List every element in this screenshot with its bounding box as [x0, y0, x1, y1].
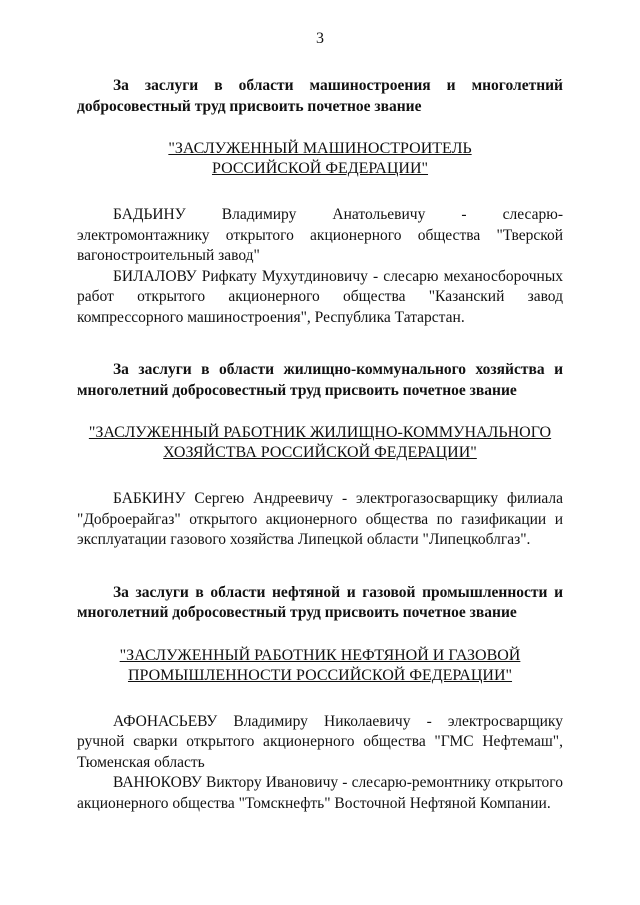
page-number: 3 [316, 30, 324, 47]
section-intro: За заслуги в области жилищно-коммунального хозяйства и многолетний добросовестный труд присвоить почетное звание [77, 361, 563, 399]
award-section-housing-utilities [77, 360, 563, 551]
award-title-line: ПРОМЫШЛЕННОСТИ РОССИЙСКОЙ ФЕДЕРАЦИИ" [127, 666, 513, 684]
award-title [77, 646, 563, 686]
award-section-machine-building [77, 76, 563, 328]
recipient-entry: БИЛАЛОВУ Рифкату Мухутдиновичу - слесарю механосборочных работ открытого акционерного общества "Казанский завод компрессорного машиностроения", Республика Татарстан. [77, 267, 563, 326]
recipient-entry: БАБКИНУ Сергею Андреевичу - электрогазосварщику филиала "Доброерайгаз" открытого акционерного общества по газификации и эксплуатации газового хозяйства Липецкой области "Липецкоблгаз". [77, 490, 563, 548]
section-intro: За заслуги в области нефтяной и газовой промышленности и многолетний добросовестный труд присвоить почетное звание [77, 583, 563, 621]
award-title-line: "ЗАСЛУЖЕННЫЙ РАБОТНИК ЖИЛИЩНО-КОММУНАЛЬНОГО [88, 424, 552, 441]
award-section-oil-gas [77, 583, 563, 815]
award-title [77, 139, 563, 179]
award-title-line: РОССИЙСКОЙ ФЕДЕРАЦИИ" [211, 160, 429, 177]
award-title-line: ХОЗЯЙСТВА РОССИЙСКОЙ ФЕДЕРАЦИИ" [163, 444, 477, 461]
recipient-entry: ВАНЮКОВУ Виктору Ивановичу - слесарю-ремонтнику открытого акционерного общества "Томскнефть" Восточной Нефтяной Компании. [77, 774, 563, 812]
award-title-line: "ЗАСЛУЖЕННЫЙ РАБОТНИК НЕФТЯНОЙ И ГАЗОВОЙ [119, 646, 521, 664]
recipient-entry: АФОНАСЬЕВУ Владимиру Николаевичу - электросварщику ручной сварки открытого акционерного общества "ГМС Нефтемаш", Тюменская область [77, 712, 563, 771]
award-title [77, 423, 563, 463]
document-body [77, 76, 563, 814]
recipient-entry: БАДЬИНУ Владимиру Анатольевичу - слесарю-электромонтажнику открытого акционерного общества "Тверской вагоностроительный завод" [77, 206, 563, 264]
award-title-line: "ЗАСЛУЖЕННЫЙ МАШИНОСТРОИТЕЛЬ [168, 140, 472, 157]
section-intro: За заслуги в области машиностроения и многолетний добросовестный труд присвоить почетное звание [77, 77, 563, 115]
